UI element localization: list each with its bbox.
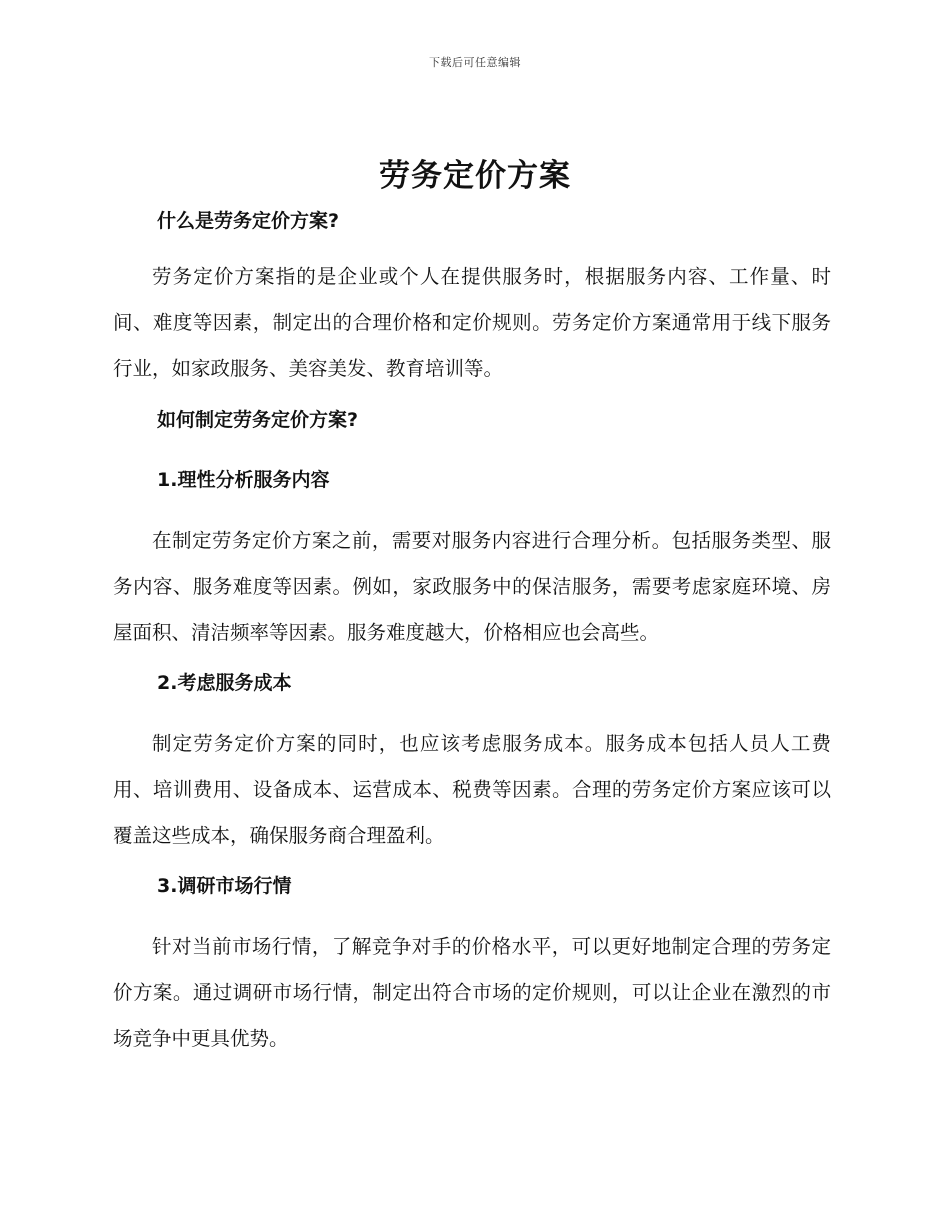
paragraph-definition: 劳务定价方案指的是企业或个人在提供服务时，根据服务内容、工作量、时间、难度等因素，制定出的合理价格和定价规则。劳务定价方案通常用于线下服务行业，如家政服务、美容美发、教育培训等。 <box>113 265 831 380</box>
document-title: 劳务定价方案 <box>379 158 571 194</box>
paragraph-analyze-content: 在制定劳务定价方案之前，需要对服务内容进行合理分析。包括服务类型、服务内容、服务难度等因素。例如，家政服务中的保洁服务，需要考虑家庭环境、房屋面积、清洁频率等因素。服务难度越大，价格相应也会高些。 <box>113 529 831 644</box>
section-heading-market-research: 3.调研市场行情 <box>157 875 292 897</box>
section-heading-analyze-content: 1.理性分析服务内容 <box>157 469 330 491</box>
document-body <box>113 199 831 1062</box>
section-heading-service-cost: 2.考虑服务成本 <box>157 672 292 694</box>
header-note: 下载后可任意编辑 <box>429 56 521 69</box>
section-heading-how-to: 如何制定劳务定价方案? <box>157 409 359 431</box>
paragraph-service-cost: 制定劳务定价方案的同时，也应该考虑服务成本。服务成本包括人员人工费用、培训费用、设备成本、运营成本、税费等因素。合理的劳务定价方案应该可以覆盖这些成本，确保服务商合理盈利。 <box>113 732 831 847</box>
section-heading-what-is: 什么是劳务定价方案? <box>157 210 340 232</box>
paragraph-market-research: 针对当前市场行情，了解竞争对手的价格水平，可以更好地制定合理的劳务定价方案。通过调研市场行情，制定出符合市场的定价规则，可以让企业在激烈的市场竞争中更具优势。 <box>113 935 831 1050</box>
